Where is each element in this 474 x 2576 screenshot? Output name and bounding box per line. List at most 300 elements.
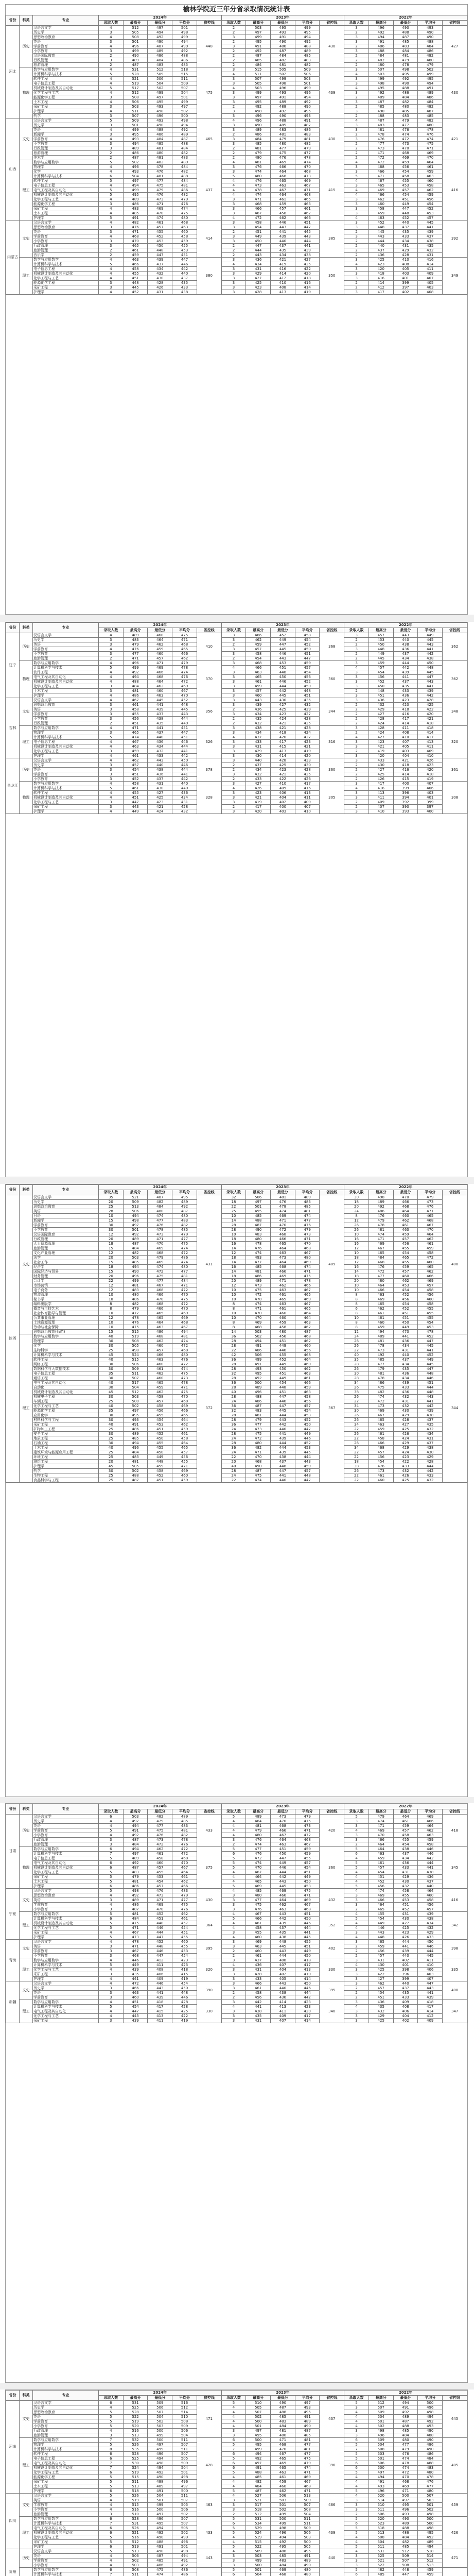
value-cell: 433 [172,285,197,290]
value-cell: 513 [123,2484,148,2489]
value-cell: 471 [295,1237,320,1242]
value-cell: 479 [172,1893,197,1898]
control-line-cell: 360 [320,758,344,782]
value-cell: 16 [221,1265,246,1269]
category-cell [20,2568,33,2576]
value-cell: 5 [99,1828,124,1833]
value-cell: 456 [418,1903,443,1907]
value-cell: 477 [246,1898,271,1903]
value-cell: 446 [172,1995,197,2000]
value-cell: 6 [99,2401,124,2405]
value-cell: 28 [221,1395,246,1399]
value-cell: 423 [148,800,172,805]
major-cell: 汉语言文学 [33,1195,99,1200]
table-row [6,721,467,726]
value-cell: 4 [344,1856,369,1861]
value-cell: 5 [344,174,369,179]
value-cell: 485 [295,2433,320,2438]
major-cell: 文化产业管理 [33,1251,99,1256]
value-cell: 3 [221,1958,246,1963]
value-cell: 535 [123,2447,148,2452]
table-row [6,2429,467,2433]
value-cell: 18 [344,1460,369,1464]
value-cell: 4 [344,179,369,183]
value-cell: 425 [295,772,320,777]
value-cell: 25 [99,1427,124,1432]
value-cell: 493 [271,91,295,95]
major-cell: 土地资源管理 [33,1320,99,1325]
value-cell: 432 [393,1469,418,1473]
value-cell: 402 [393,1958,418,1963]
metric-header: 最低分 [271,2396,295,2401]
value-cell: 451 [271,1847,295,1852]
category-cell: 历史 [20,1815,33,1847]
value-cell: 470 [148,1907,172,1912]
value-cell: 428 [295,768,320,772]
value-cell: 495 [393,2503,418,2507]
value-cell: 531 [123,2401,148,2405]
value-cell: 418 [418,726,443,731]
value-cell: 467 [295,183,320,188]
value-cell: 502 [123,1404,148,1409]
table-row [6,1325,467,1330]
value-cell: 464 [271,1838,295,1842]
value-cell: 460 [148,1344,172,1348]
value-cell: 493 [148,118,172,123]
value-cell: 15 [99,1330,124,1334]
value-cell: 487 [271,2405,295,2410]
value-cell: 493 [123,170,148,174]
value-cell: 491 [393,2405,418,2410]
year-header: 2022年 [344,1804,467,1809]
value-cell: 3 [221,272,246,276]
table-row [6,2535,467,2540]
metric-header: 最低分 [148,1809,172,1815]
value-cell: 8 [221,1325,246,1330]
value-cell: 38 [344,1390,369,1395]
value-cell: 504 [172,2433,197,2438]
value-cell: 3 [99,281,124,285]
value-cell: 511 [123,1371,148,1376]
value-cell: 4 [99,1958,124,1963]
admission-table [6,1184,467,1483]
value-cell: 3 [221,2558,246,2563]
value-cell: 40 [99,1422,124,1427]
table-row [6,2433,467,2438]
value-cell: 510 [123,2512,148,2517]
value-cell: 459 [246,642,271,647]
value-cell: 438 [418,1446,443,1450]
table-row [6,656,467,661]
value-cell: 466 [368,1288,393,1293]
page-separator [0,615,474,622]
value-cell: 10 [344,1316,369,1320]
value-cell: 478 [271,1205,295,1209]
value-cell: 452 [295,1418,320,1422]
value-cell: 469 [418,151,443,156]
value-cell: 506 [172,2507,197,2512]
value-cell: 489 [123,1237,148,1242]
value-cell: 491 [148,2489,172,2494]
metric-header: 最低分 [148,1190,172,1195]
value-cell: 3 [344,647,369,652]
table-row [6,1441,467,1446]
value-cell: 466 [368,170,393,174]
value-cell: 498 [172,2549,197,2554]
value-cell: 4 [99,661,124,666]
value-cell: 7 [221,2447,246,2452]
table-row [6,1958,467,1963]
value-cell: 476 [123,1320,148,1325]
major-cell: 历史学 [33,2405,99,2410]
value-cell: 488 [393,86,418,91]
major-cell: 编辑出版学 [33,1302,99,1307]
value-cell: 455 [172,1460,197,1464]
province-cell: 青海 [6,1940,20,1981]
table-row [6,805,467,809]
value-cell: 478 [393,63,418,67]
value-cell: 437 [148,712,172,717]
value-cell: 497 [172,105,197,109]
value-cell: 409 [418,749,443,754]
value-cell: 446 [418,1376,443,1381]
value-cell: 451 [418,1381,443,1385]
value-cell: 445 [418,1954,443,1958]
metric-header: 平均分 [172,628,197,633]
value-cell: 5 [99,262,124,267]
value-cell: 479 [418,63,443,67]
value-cell: 499 [172,2535,197,2540]
value-cell: 517 [123,86,148,91]
value-cell: 469 [271,160,295,165]
value-cell: 497 [148,95,172,100]
value-cell: 459 [295,1847,320,1852]
value-cell: 2 [344,689,369,693]
value-cell: 456 [148,1409,172,1413]
major-cell: 电子信息工程 [33,1371,99,1376]
value-cell: 465 [368,183,393,188]
major-cell: 食品科学与工程 [33,1478,99,1483]
metric-header: 最高分 [368,1809,393,1815]
value-cell: 474 [418,137,443,142]
value-cell: 493 [123,137,148,142]
major-cell: 数学与应用数学 [33,1847,99,1852]
value-cell: 443 [271,1418,295,1422]
value-cell: 505 [172,2456,197,2461]
value-cell: 497 [123,179,148,183]
value-cell: 495 [246,100,271,105]
control-line-cell: 356 [197,698,221,726]
value-cell: 419 [172,1977,197,1981]
value-cell: 8 [344,1297,369,1302]
value-cell: 445 [418,221,443,225]
value-cell: 467 [295,2480,320,2484]
value-cell: 475 [271,151,295,156]
value-cell: 394 [393,795,418,800]
value-cell: 5 [99,666,124,670]
value-cell: 451 [123,2000,148,2005]
value-cell: 5 [221,2526,246,2531]
value-cell: 3 [221,680,246,684]
value-cell: 5 [221,1861,246,1866]
value-cell: 467 [246,1912,271,1917]
value-cell: 3 [99,2019,124,2023]
value-cell: 438 [418,1917,443,1921]
value-cell: 452 [148,1912,172,1917]
value-cell: 504 [123,1385,148,1390]
value-cell: 3 [221,211,246,216]
value-cell: 462 [295,211,320,216]
value-cell: 434 [393,1376,418,1381]
value-cell: 476 [148,1889,172,1893]
value-cell: 465 [271,2466,295,2470]
value-cell: 457 [148,1884,172,1889]
value-cell: 504 [148,2415,172,2419]
value-cell: 459 [148,1385,172,1390]
value-cell: 511 [172,77,197,81]
value-cell: 471 [148,661,172,666]
value-cell: 3 [99,40,124,44]
category-cell: 文史 [20,1981,33,2000]
value-cell: 494 [368,2475,393,2480]
value-cell: 470 [148,1242,172,1246]
value-cell: 4 [221,1921,246,1926]
value-cell: 415 [393,777,418,782]
major-cell: 电子信息工程 [33,267,99,272]
value-cell: 429 [295,707,320,712]
value-cell: 425 [418,703,443,707]
value-cell: 2 [344,768,369,772]
value-cell: 26 [344,1413,369,1418]
control-line-cell: 361 [443,758,467,782]
value-cell: 4 [344,1879,369,1884]
value-cell: 3 [221,267,246,272]
value-cell: 3 [344,67,369,72]
major-cell: 化学工程与工艺 [33,91,99,95]
value-cell: 425 [393,1478,418,1483]
value-cell: 3 [344,1958,369,1963]
value-cell: 486 [393,91,418,95]
major-cell: 数学与应用数学 [33,2517,99,2521]
value-cell: 3 [221,809,246,814]
value-cell: 498 [271,81,295,86]
value-cell: 2 [221,54,246,58]
value-cell: 435 [418,1422,443,1427]
value-cell: 464 [271,1260,295,1265]
value-cell: 2 [221,156,246,160]
value-cell: 10 [221,1297,246,1302]
value-cell: 492 [393,2410,418,2415]
table-row [6,2470,467,2475]
control-line-cell: 471 [443,2549,467,2568]
major-cell: 车辆工程 [33,1399,99,1404]
value-cell: 457 [271,207,295,211]
major-cell: 汉语言文学 [33,26,99,30]
value-cell: 492 [148,2470,172,2475]
value-cell: 500 [418,2517,443,2521]
value-cell: 500 [246,2419,271,2424]
value-cell: 469 [148,666,172,670]
value-cell: 462 [418,188,443,193]
metric-header: 省控线 [320,21,344,26]
value-cell: 425 [295,721,320,726]
value-cell: 412 [368,285,393,290]
value-cell: 465 [246,675,271,680]
major-cell: 学前教育 [33,1995,99,2000]
value-cell: 479 [368,1367,393,1371]
category-cell: 历史 [20,633,33,661]
value-cell: 487 [295,2429,320,2433]
value-cell: 489 [172,132,197,137]
value-cell: 3 [344,1833,369,1838]
value-cell: 499 [148,91,172,95]
value-cell: 499 [271,77,295,81]
value-cell: 460 [172,230,197,234]
value-cell: 495 [148,100,172,105]
major-cell: 数学与应用数学 [33,67,99,72]
value-cell: 503 [148,2424,172,2429]
table-row [6,197,467,202]
major-cell: 土木工程 [33,689,99,693]
value-cell: 522 [123,2415,148,2419]
value-cell: 481 [123,1460,148,1464]
value-cell: 401 [393,1963,418,1968]
value-cell: 476 [148,170,172,174]
value-cell: 4 [99,675,124,680]
value-cell: 433 [148,754,172,758]
value-cell: 422 [271,777,295,782]
table-row [6,1842,467,1847]
value-cell: 4 [344,1828,369,1833]
value-cell: 445 [271,1944,295,1949]
major-cell: 数学与应用数学 [33,1334,99,1339]
value-cell: 30 [99,1395,124,1399]
value-cell: 441 [172,749,197,754]
major-cell: 英语 [33,1824,99,1828]
value-cell: 398 [393,1968,418,1972]
value-cell: 492 [368,1353,393,1358]
value-cell: 3 [344,276,369,281]
value-cell: 495 [418,2531,443,2535]
metric-header: 最低分 [271,628,295,633]
value-cell: 4 [221,1926,246,1930]
value-cell: 488 [368,114,393,118]
major-cell: 石油工程 [33,1441,99,1446]
value-cell: 506 [123,2554,148,2558]
value-cell: 465 [393,1256,418,1260]
value-cell: 440 [393,1954,418,1958]
control-line-cell: 320 [197,1958,221,1981]
value-cell: 462 [295,1339,320,1344]
value-cell: 482 [368,1390,393,1395]
table-row [6,1870,467,1875]
table-row [6,262,467,267]
value-cell: 454 [123,768,148,772]
value-cell: 426 [393,1473,418,1478]
value-cell: 450 [295,1917,320,1921]
table-row [6,1413,467,1418]
value-cell: 488 [246,1395,271,1399]
table-row [6,49,467,54]
value-cell: 448 [271,1464,295,1469]
table-row [6,26,467,30]
value-cell: 4 [344,262,369,267]
value-cell: 4 [99,2563,124,2568]
control-line-cell: 378 [197,758,221,782]
value-cell: 448 [418,1390,443,1395]
value-cell: 6 [99,2452,124,2456]
value-cell: 450 [148,1450,172,1455]
value-cell: 466 [368,193,393,197]
value-cell: 492 [172,128,197,132]
value-cell: 443 [271,225,295,230]
value-cell: 499 [418,72,443,77]
value-cell: 467 [295,1288,320,1293]
metric-header: 平均分 [295,1809,320,1815]
value-cell: 4 [221,735,246,740]
value-cell: 490 [271,40,295,44]
value-cell: 30 [99,1362,124,1367]
value-cell: 458 [246,1991,271,1995]
value-cell: 4 [344,193,369,197]
value-cell: 3 [99,800,124,805]
value-cell: 427 [295,258,320,262]
table-row [6,2447,467,2452]
value-cell: 473 [393,142,418,146]
value-cell: 455 [393,179,418,183]
control-line-cell: 375 [197,1847,221,1889]
value-cell: 418 [148,2000,172,2005]
value-cell: 447 [271,1856,295,1861]
major-cell: 行政管理 [33,2429,99,2433]
value-cell: 473 [418,1200,443,1205]
value-cell: 487 [295,123,320,128]
value-cell: 473 [271,1815,295,1819]
value-cell: 432 [418,1926,443,1930]
value-cell: 392 [393,800,418,805]
value-cell: 519 [123,81,148,86]
value-cell: 459 [418,2568,443,2572]
value-cell: 444 [172,717,197,721]
value-cell: 503 [123,105,148,109]
value-cell: 26 [344,1339,369,1344]
value-cell: 417 [148,2005,172,2009]
value-cell: 496 [246,114,271,118]
major-cell: 学前教育 [33,137,99,142]
value-cell: 504 [368,2540,393,2545]
table-row [6,726,467,731]
value-cell: 524 [246,2531,271,2535]
value-cell: 506 [148,77,172,81]
major-cell: 学前教育 [33,234,99,239]
value-cell: 401 [418,795,443,800]
value-cell: 499 [246,2558,271,2563]
value-cell: 4 [221,2535,246,2540]
value-cell: 2 [221,805,246,809]
value-cell: 437 [393,1986,418,1991]
value-cell: 3 [221,2507,246,2512]
value-cell: 437 [418,234,443,239]
value-cell: 12 [221,1283,246,1288]
control-line-cell: 437 [320,2401,344,2438]
value-cell: 531 [123,2521,148,2526]
value-cell: 466 [271,165,295,170]
value-cell: 402 [393,290,418,295]
value-cell: 4 [221,1963,246,1968]
table-row [6,1320,467,1325]
value-cell: 406 [418,786,443,791]
major-cell: 药学 [33,114,99,118]
